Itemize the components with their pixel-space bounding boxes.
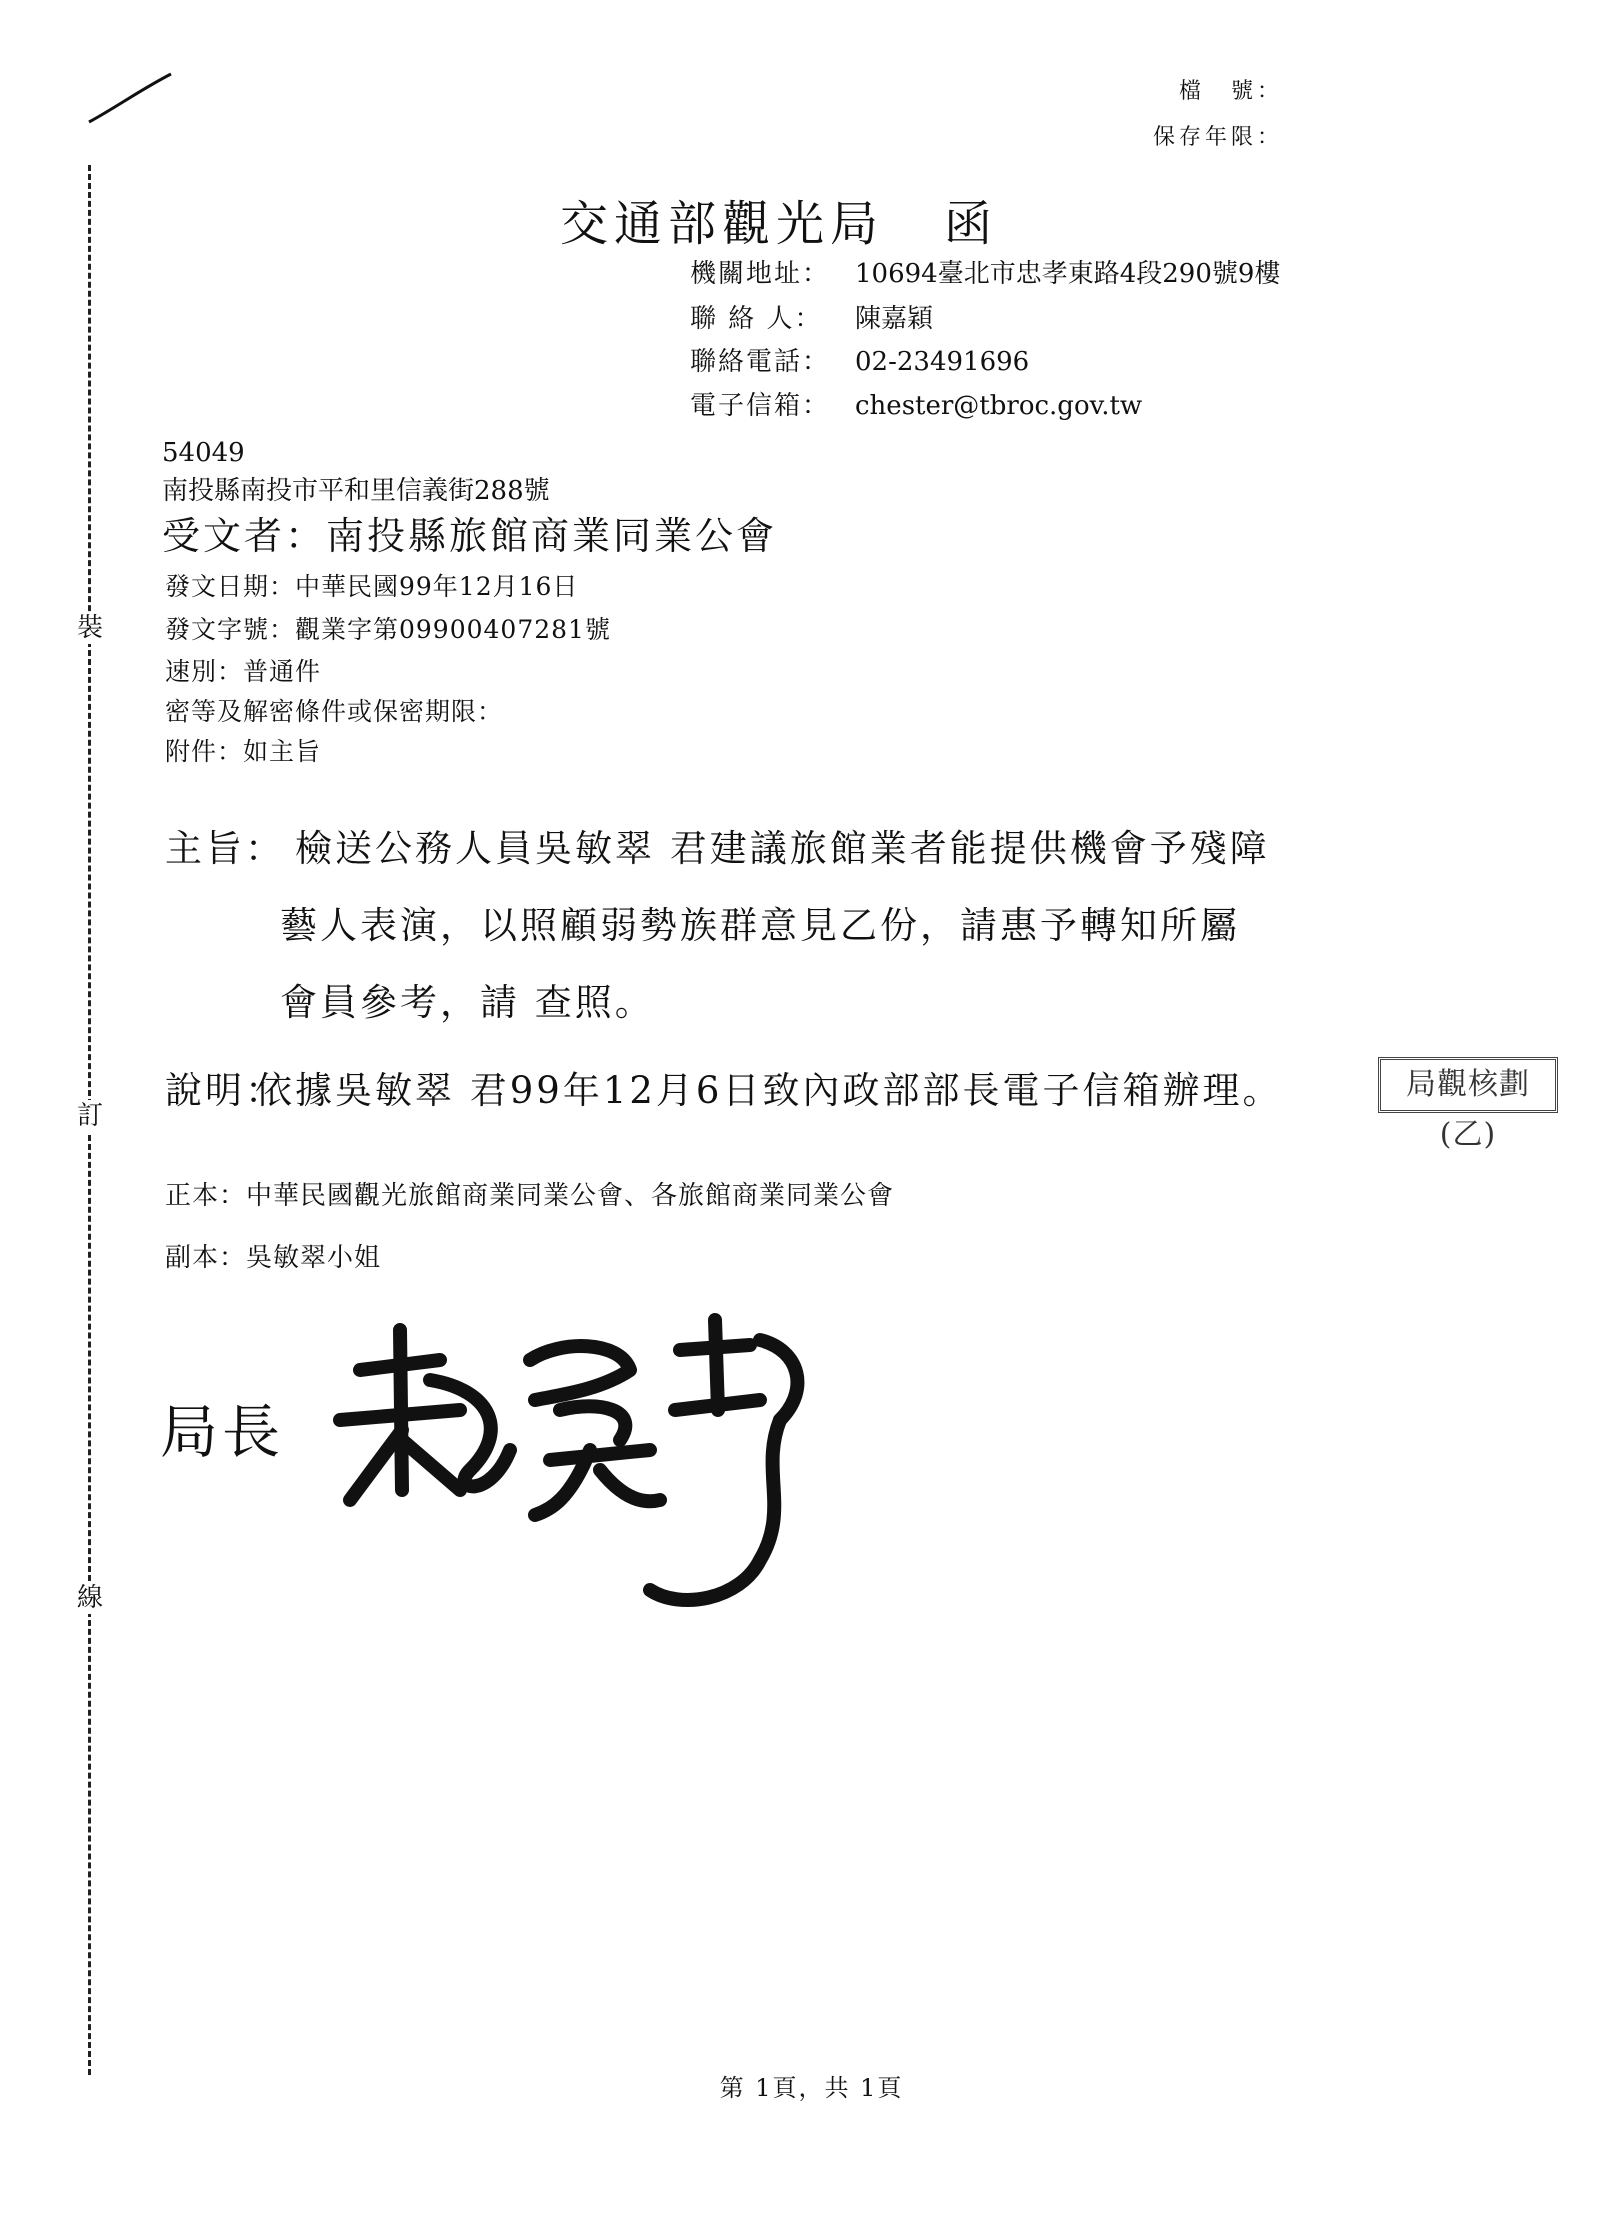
subject-text-1: 檢送公務人員吳敏翠 君建議旅館業者能提供機會予殘障 (295, 827, 1270, 870)
director-signature (320, 1300, 840, 1630)
binding-mark-xian: 線 (74, 1582, 106, 1614)
subject-line-3: 會員參考，請 查照。 (280, 981, 655, 1024)
contact-email-label: 電子信箱： (690, 391, 831, 421)
recipient (162, 505, 777, 560)
document-type: 函 (944, 196, 999, 252)
contact-address-label: 機關地址： (690, 259, 831, 289)
approval-stamp: 局觀核劃(乙) (1378, 1057, 1558, 1113)
contact-address (690, 258, 1280, 290)
contact-email-value: chester@tbroc.gov.tw (855, 391, 1143, 421)
contact-phone (690, 346, 1029, 378)
contact-address-value: 10694臺北市忠孝東路4段290號9樓 (855, 259, 1281, 289)
contact-person (690, 303, 933, 335)
director-title: 局長 (160, 1398, 285, 1466)
distribution-original: 正本：中華民國觀光旅館商業同業公會、各旅館商業同業公會 (165, 1181, 895, 1211)
file-number-label: 檔 號： (1178, 79, 1283, 104)
retention-period-label: 保存年限： (1152, 125, 1283, 150)
issue-date: 發文日期：中華民國99年12月16日 (165, 572, 579, 601)
recipient-address: 南投縣南投市平和里信義街288號 (162, 476, 550, 506)
document-title (560, 185, 998, 254)
recipient-label: 受文者： (162, 514, 327, 558)
contact-phone-value: 02-23491696 (855, 347, 1030, 377)
issuing-organization: 交通部觀光局 (560, 196, 885, 252)
secrecy-level: 密等及解密條件或保密期限： (165, 697, 504, 726)
contact-email (690, 390, 1142, 422)
binding-mark-ding: 訂 (74, 1100, 106, 1132)
page-number: 第 1頁，共 1頁 (719, 2074, 904, 2102)
binding-mark-zhuang: 裝 (74, 612, 106, 644)
explanation-label: 說明： (165, 1069, 285, 1112)
subject-line-2: 藝人表演，以照顧弱勢族群意見乙份，請惠予轉知所屬 (280, 904, 1240, 947)
document-number: 發文字號：觀業字第09900407281號 (165, 615, 611, 644)
delivery-speed: 速別：普通件 (165, 657, 322, 686)
explanation-text: 依據吳敏翠 君99年12月6日致內政部部長電子信箱辦理。 (255, 1069, 1283, 1112)
contact-phone-label: 聯絡電話： (690, 347, 831, 377)
recipient-name: 南投縣旅館商業同業公會 (326, 514, 778, 558)
explanation (165, 1060, 1415, 1114)
subject-line-1 (165, 818, 1415, 872)
recipient-zip: 54049 (162, 438, 245, 468)
contact-person-value: 陳嘉穎 (855, 304, 934, 334)
subject-label: 主旨： (165, 827, 285, 870)
distribution-copy: 副本：吳敏翠小姐 (165, 1243, 382, 1273)
margin-slash-mark (85, 70, 175, 130)
contact-person-label: 聯 絡 人： (690, 304, 823, 334)
attachment: 附件：如主旨 (165, 737, 322, 766)
